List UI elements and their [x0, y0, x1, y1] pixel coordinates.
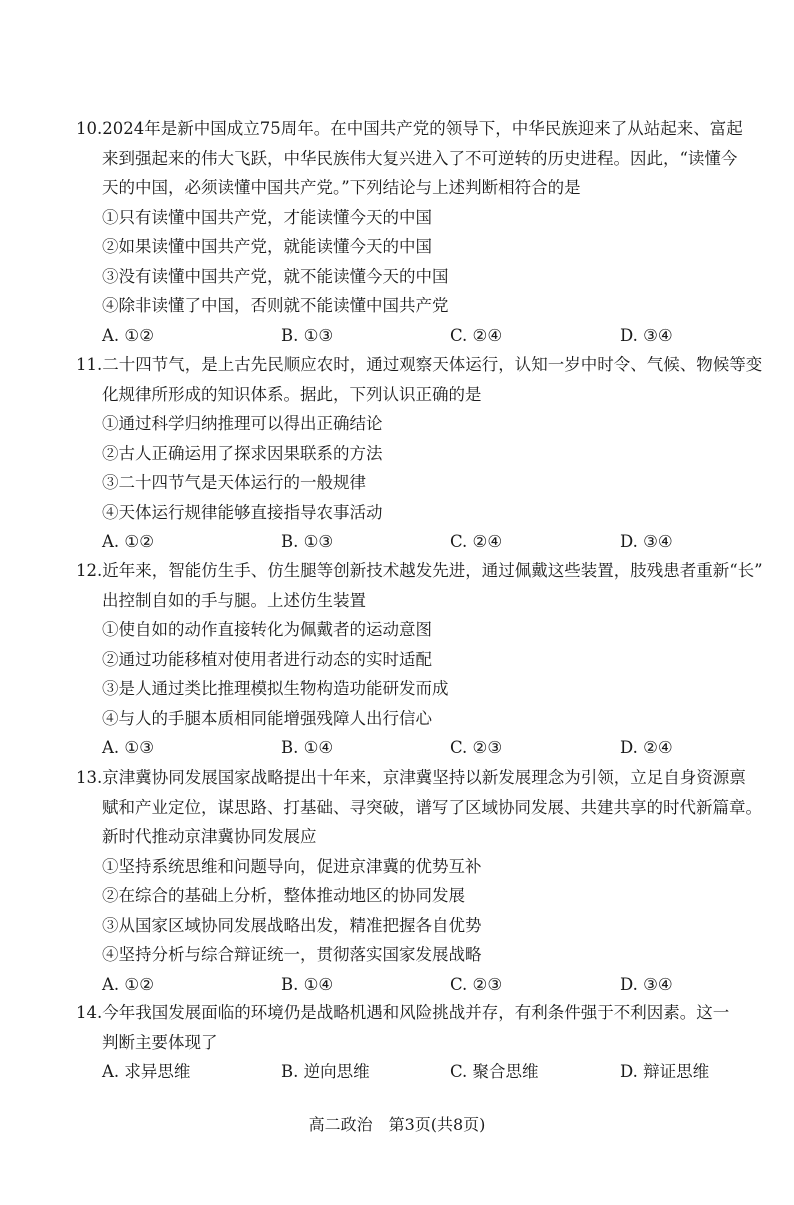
question-11	[76, 350, 763, 557]
question-14	[76, 998, 756, 1087]
choice-a: A. ①②	[102, 974, 154, 994]
choice-b: B. ①③	[281, 532, 334, 551]
choice-c: C. ②③	[450, 974, 503, 994]
question-stem-line	[76, 556, 763, 586]
choice-b: B. ①④	[281, 738, 334, 757]
question-stem-line	[76, 763, 756, 793]
answer-choices	[76, 1057, 756, 1087]
statement-option: ②古人正确运用了探求因果联系的方法	[102, 443, 383, 463]
statement-option: ①使自如的动作直接转化为佩戴者的运动意图	[102, 620, 432, 639]
question-stem-text: 京津冀协同发展国家战略提出十年来，京津冀坚持以新发展理念为引领，立足自身资源禀	[102, 768, 746, 787]
question-number: 12.	[76, 561, 103, 580]
statement-option: ④天体运行规律能够直接指导农事活动	[102, 502, 383, 522]
answer-choices	[76, 527, 756, 557]
choice-b: B. ①③	[281, 325, 334, 345]
choice-d: D. 辩证思维	[620, 1062, 710, 1081]
statement-option: ②如果读懂中国共产党，就能读懂今天的中国	[102, 237, 432, 256]
choice-d: D. ③④	[620, 325, 673, 345]
question-number: 14.	[76, 1003, 103, 1022]
question-number: 11.	[76, 355, 103, 374]
question-stem-line: 新时代推动京津冀协同发展应	[102, 827, 317, 846]
choice-a: A. ①②	[102, 532, 154, 551]
question-stem-line	[76, 998, 756, 1028]
statement-option: ①坚持系统思维和问题导向，促进京津冀的优势互补	[102, 856, 482, 876]
question-stem-line: 出控制自如的手与腿。上述仿生装置	[102, 590, 366, 610]
question-stem-line: 判断主要体现了	[102, 1032, 218, 1052]
statement-option: ②在综合的基础上分析，整体推动地区的协同发展	[102, 886, 465, 905]
statement-option: ①只有读懂中国共产党，才能读懂今天的中国	[102, 207, 432, 227]
choice-b: B. ①④	[281, 974, 334, 994]
question-13	[76, 763, 762, 999]
question-10	[76, 114, 756, 350]
answer-choices	[76, 970, 756, 1000]
question-stem-text: 2024年是新中国成立75周年。在中国共产党的领导下，中华民族迎来了从站起来、富起	[102, 119, 743, 138]
choice-c: C. ②③	[450, 738, 503, 757]
choice-d: D. ③④	[620, 974, 673, 994]
question-12	[76, 556, 763, 763]
statement-option: ②通过功能移植对使用者进行动态的实时适配	[102, 649, 432, 669]
question-stem-text: 二十四节气，是上古先民顺应农时，通过观察天体运行，认知一岁中时令、气候、物候等变	[102, 355, 763, 374]
question-stem-line: 来到强起来的伟大飞跃，中华民族伟大复兴进入了不可逆转的历史进程。因此，“读懂今	[102, 148, 738, 168]
statement-option: ④与人的手腿本质相同能增强残障人出行信心	[102, 708, 432, 728]
choice-c: C. ②④	[450, 532, 503, 551]
choice-c: C. 聚合思维	[450, 1062, 539, 1081]
choice-a: A. ①②	[102, 325, 154, 345]
answer-choices	[76, 733, 756, 763]
question-number: 13.	[76, 768, 103, 787]
choice-c: C. ②④	[450, 325, 503, 345]
statement-option: ④除非读懂了中国，否则就不能读懂中国共产党	[102, 296, 449, 315]
question-number: 10.	[76, 119, 103, 138]
question-stem-line: 赋和产业定位，谋思路、打基础、寻突破，谱写了区域协同发展、共建共享的时代新篇章。	[102, 797, 762, 817]
statement-option: ③二十四节气是天体运行的一般规律	[102, 473, 366, 492]
statement-option: ①通过科学归纳推理可以得出正确结论	[102, 414, 383, 433]
answer-choices	[76, 321, 756, 351]
choice-a: A. 求异思维	[102, 1062, 191, 1081]
statement-option: ③没有读懂中国共产党，就不能读懂今天的中国	[102, 266, 449, 286]
question-stem-text: 今年我国发展面临的环境仍是战略机遇和风险挑战并存，有利条件强于不利因素。这一	[102, 1003, 730, 1022]
choice-a: A. ①③	[102, 738, 154, 757]
choice-b: B. 逆向思维	[281, 1062, 370, 1081]
question-stem-line	[76, 114, 756, 144]
statement-option: ③从国家区域协同发展战略出发，精准把握各自优势	[102, 915, 482, 935]
question-stem-line: 化规律所形成的知识体系。据此，下列认识正确的是	[102, 384, 482, 404]
statement-option: ③是人通过类比推理模拟生物构造功能研发而成	[102, 679, 449, 698]
question-stem-line	[76, 350, 763, 380]
question-stem-line: 天的中国，必须读懂中国共产党。”下列结论与上述判断相符合的是	[102, 178, 581, 197]
page-footer: 高二政治 第3页(共8页)	[308, 1115, 486, 1134]
question-stem-text: 近年来，智能仿生手、仿生腿等创新技术越发先进，通过佩戴这些装置，肢残患者重新“长”	[102, 561, 763, 580]
statement-option: ④坚持分析与综合辩证统一，贯彻落实国家发展战略	[102, 945, 482, 964]
choice-d: D. ③④	[620, 532, 673, 551]
choice-d: D. ②④	[620, 738, 673, 757]
